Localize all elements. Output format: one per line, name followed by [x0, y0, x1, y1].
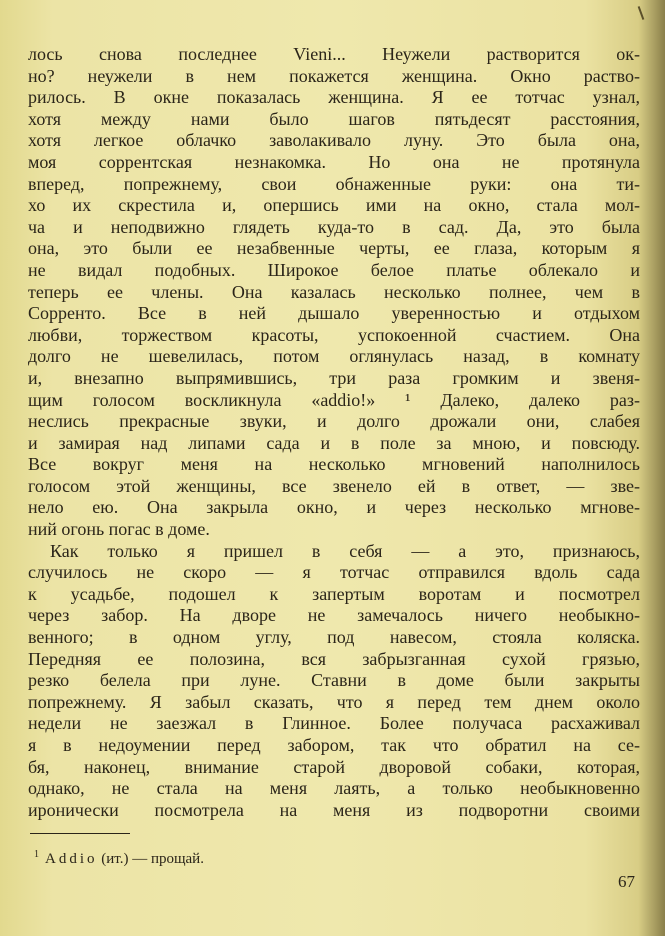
text-line [28, 627, 640, 649]
text-line [28, 454, 640, 476]
text-line-content: попрежнему. Я забыл сказать, что я перед тем днем около [28, 691, 640, 712]
text-line [28, 800, 640, 822]
text-line [28, 584, 640, 606]
text-line-content: щим голосом воскликнула «addio!» ¹ Далеко, далеко раз- [28, 389, 640, 410]
text-line [28, 368, 640, 390]
text-line-content: к усадьбе, подошел к запертым воротам и посмотрел [28, 583, 640, 604]
footnote-divider [30, 833, 130, 834]
text-line-content: любви, торжеством красоты, успокоенной счастием. Она [28, 324, 640, 345]
text-line-content: она, это были ее незабвенные черты, ее глаза, которым я [28, 238, 640, 259]
text-line [28, 346, 640, 368]
text-line-content: нело ею. Она закрыла окно, и через несколько мгнове- [28, 497, 640, 518]
text-line [28, 152, 640, 174]
page-number: 67 [618, 872, 635, 891]
text-line [28, 670, 640, 692]
text-line-content: и, внезапно выпрямившись, три раза громким и звеня- [28, 367, 640, 388]
footnote-text: (ит.) — прощай. [97, 851, 204, 867]
text-line [28, 260, 640, 282]
text-line-content: неслись прекрасные звуки, и долго дрожали они, слабея [28, 411, 640, 432]
text-line-content: венного; в одном углу, под навесом, стояла коляска. [28, 627, 640, 648]
text-line-content: но? неужели в нем покажется женщина. Окно раство- [28, 65, 640, 86]
text-line [28, 174, 640, 196]
text-line-content: голосом этой женщины, все звенело ей в ответ, — зве- [28, 475, 640, 496]
text-line [28, 476, 640, 498]
text-line-content: и замирая над липами сада и в поле за мною, и повсюду. [28, 432, 640, 453]
text-line-content: рилось. В окне показалась женщина. Я ее тотчас узнал, [28, 87, 640, 108]
text-line [28, 390, 640, 412]
text-line-content: ний огонь погас в доме. [28, 519, 210, 540]
text-line-content: не видал подобных. Широкое белое платье облекало и [28, 259, 640, 280]
text-line [28, 692, 640, 714]
text-line-content: моя соррентская незнакомка. Но она не протянула [28, 151, 640, 172]
text-line [28, 238, 640, 260]
text-line [28, 282, 640, 304]
text-line [28, 325, 640, 347]
text-line [28, 519, 640, 541]
text-line-content: хотя легкое облачко заволакивало луну. Это была она, [28, 130, 640, 151]
text-line [28, 217, 640, 239]
text-line [28, 735, 640, 757]
text-line [28, 433, 640, 455]
text-line-content: долго не шевелилась, потом оглянулась назад, в комнату [28, 346, 640, 367]
text-line [28, 562, 640, 584]
text-line-content: Передняя ее полозина, вся забрызганная сухой грязью, [28, 648, 640, 669]
text-line [28, 541, 640, 563]
text-line [28, 605, 640, 627]
text-line-content: Сорренто. Все в ней дышало уверенностью и отдыхом [28, 303, 640, 324]
text-line-content: случилось не скоро — я тотчас отправился вдоль сада [28, 562, 640, 583]
text-line-content: через забор. На дворе не замечалось ничего необыкно- [28, 605, 640, 626]
text-line-content: теперь ее члены. Она казалась несколько полнее, чем в [28, 281, 640, 302]
text-line [28, 195, 640, 217]
text-line-content: лось снова последнее Vieni... Неужели растворится ок- [28, 44, 640, 64]
text-line [28, 757, 640, 779]
text-line-content: хотя между нами было шагов пятьдесят расстояния, [28, 108, 640, 129]
text-line [28, 713, 640, 735]
text-line-content: иронически посмотрела на меня из подворотни своими [28, 799, 640, 820]
text-line [28, 87, 640, 109]
text-line-content: резко белела при луне. Ставни в доме были закрыты [28, 670, 640, 691]
text-line [28, 303, 640, 325]
text-line [28, 109, 640, 131]
text-line [28, 66, 640, 88]
text-line-content: однако, не стала на меня лаять, а только необыкновенно [28, 778, 640, 799]
book-page-body [28, 44, 640, 821]
footnote-term: Addio [45, 851, 98, 867]
text-line-content: я в недоумении перед забором, так что обратил на се- [28, 735, 640, 755]
text-line-content: бя, наконец, внимание старой дворовой собаки, которая, [28, 756, 640, 777]
footnote-mark: 1 [34, 849, 39, 860]
text-line-content: Все вокруг меня на несколько мгновений наполнилось [28, 454, 640, 475]
text-line-content: ча и неподвижно глядеть куда-то в сад. Да, это была [28, 216, 640, 237]
footnote [34, 846, 204, 868]
text-line [28, 778, 640, 800]
text-line [28, 130, 640, 152]
text-line-content: вперед, попрежнему, свои обнаженные руки: она ти- [28, 173, 640, 194]
text-line-content: хо их скрестила и, опершись ими на окно, стала мол- [28, 195, 640, 216]
text-line [28, 649, 640, 671]
text-line-content: Как только я пришел в себя — а это, признаюсь, [50, 540, 640, 561]
text-line-content: недели не заезжал в Глинное. Более получаса расхаживал [28, 713, 640, 734]
text-line [28, 497, 640, 519]
text-line [28, 411, 640, 433]
scan-mark [638, 6, 645, 20]
text-line [28, 44, 640, 66]
